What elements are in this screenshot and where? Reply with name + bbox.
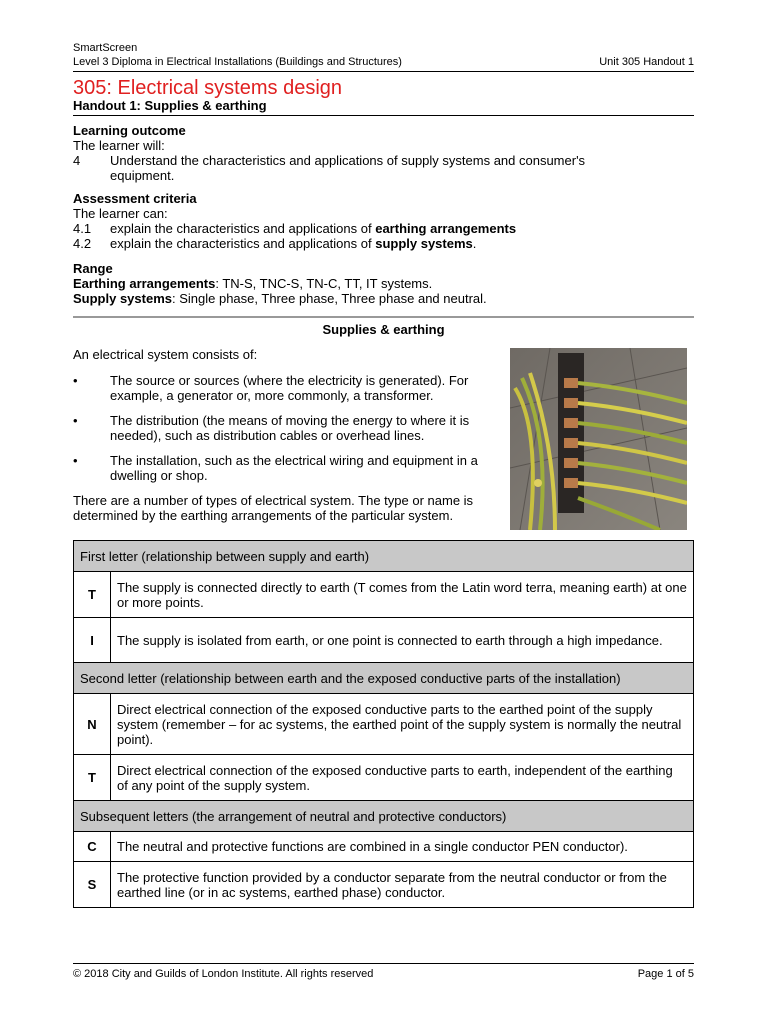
course-title: Level 3 Diploma in Electrical Installations (Buildings and Structures) [73, 56, 402, 68]
learning-outcome-heading: Learning outcome [73, 123, 186, 138]
assessment-intro: The learner can: [73, 206, 168, 221]
table-row [74, 862, 694, 908]
table-row [74, 618, 694, 663]
description-cell: The protective function provided by a conductor separate from the neutral conductor or from the earthed line (or in ac systems, earthed phase) conductor. [111, 862, 694, 908]
copyright: © 2018 City and Guilds of London Institute. All rights reserved [73, 968, 374, 980]
letter-cell: C [74, 832, 111, 862]
table-row [74, 572, 694, 618]
description-cell: The neutral and protective functions are combined in a single conductor PEN conductor). [111, 832, 694, 862]
system-intro: An electrical system consists of: [73, 347, 258, 362]
letter-cell: I [74, 618, 111, 663]
supply-label: Supply systems [73, 291, 172, 306]
criterion-number: 4.1 [73, 221, 92, 236]
outcome-text: Understand the characteristics and applications of supply systems and consumer's equipment. [110, 153, 586, 183]
learning-outcome-intro: The learner will: [73, 138, 165, 153]
bullet-icon: • [73, 453, 78, 468]
brand-name: SmartScreen [73, 42, 138, 54]
supply-text: : Single phase, Three phase, Three phase and neutral. [172, 291, 487, 306]
letter-cell: S [74, 862, 111, 908]
bullet-text: The distribution (the means of moving the energy to where it is needed), such as distribution cables or overhead lines. [110, 413, 470, 443]
earth-bar-photo [510, 348, 687, 530]
header-rule [73, 71, 694, 72]
letter-cell: T [74, 755, 111, 801]
criterion-number: 4.2 [73, 236, 92, 251]
criterion-tail: . [472, 236, 477, 251]
table-row [74, 755, 694, 801]
list-item [73, 413, 498, 443]
table-header-row [74, 663, 694, 694]
bullet-text: The installation, such as the electrical wiring and equipment in a dwelling or shop. [110, 453, 478, 483]
earthing-label: Earthing arrangements [73, 276, 216, 291]
page-title-block [73, 77, 342, 99]
earthing-letters-table [73, 540, 694, 908]
criterion-item [73, 236, 694, 251]
criterion-text: explain the characteristics and applications of [110, 236, 376, 251]
list-item [73, 373, 498, 403]
earthing-text: : TN-S, TNC-S, TN-C, TT, IT systems. [215, 276, 433, 291]
assessment-criteria [73, 191, 694, 251]
description-cell: The supply is connected directly to earth (T comes from the Latin word terra, meaning earth) at one or more points. [111, 572, 694, 618]
second-letter-header: Second letter (relationship between earth and the exposed conductive parts of the installation) [74, 663, 694, 694]
bullet-icon: • [73, 373, 78, 388]
section-title: Supplies & earthing [322, 322, 445, 337]
description-cell: Direct electrical connection of the exposed conductive parts to the earthed point of the supply system (remember – for ac systems, the earthed point of the supply system is normally the neutral point). [111, 694, 694, 755]
bullet-icon: • [73, 413, 78, 428]
unit-label: Unit 305 Handout 1 [599, 56, 694, 68]
letter-cell: N [74, 694, 111, 755]
description-cell: The supply is isolated from earth, or one point is connected to earth through a high impedance. [111, 618, 694, 663]
table-header-row [74, 801, 694, 832]
first-letter-header: First letter (relationship between supply and earth) [74, 541, 694, 572]
page-number: Page 1 of 5 [637, 968, 694, 980]
criterion-bold: supply systems [375, 236, 473, 251]
learning-outcome [73, 123, 694, 183]
subtitle-rule [73, 115, 694, 116]
list-item [73, 453, 498, 483]
footer-rule [73, 963, 694, 964]
criterion-text: explain the characteristics and applications of [110, 221, 376, 236]
range-heading: Range [73, 261, 113, 276]
outcome-number: 4 [73, 153, 81, 168]
system-description [73, 347, 498, 523]
table-row [74, 694, 694, 755]
bullet-text: The source or sources (where the electricity is generated). For example, a generator or, more commonly, a transformer. [110, 373, 469, 403]
criterion-bold: earthing arrangements [375, 221, 517, 236]
assessment-heading: Assessment criteria [73, 191, 197, 206]
handout-subtitle: Handout 1: Supplies & earthing [73, 98, 267, 113]
types-text: There are a number of types of electrical system. The type or name is determined by the earthing arrangements of the particular system. [73, 493, 474, 523]
criterion-item [73, 221, 694, 236]
table-header-row [74, 541, 694, 572]
page-title: 305: Electrical systems design [73, 77, 343, 99]
letter-cell: T [74, 572, 111, 618]
range-section [73, 261, 694, 306]
table-row [74, 832, 694, 862]
learning-outcome-item [73, 153, 694, 183]
section-rule [73, 316, 694, 318]
description-cell: Direct electrical connection of the exposed conductive parts to earth, independent of the earthing of any point of the supply system. [111, 755, 694, 801]
subsequent-letters-header: Subsequent letters (the arrangement of neutral and protective conductors) [74, 801, 694, 832]
